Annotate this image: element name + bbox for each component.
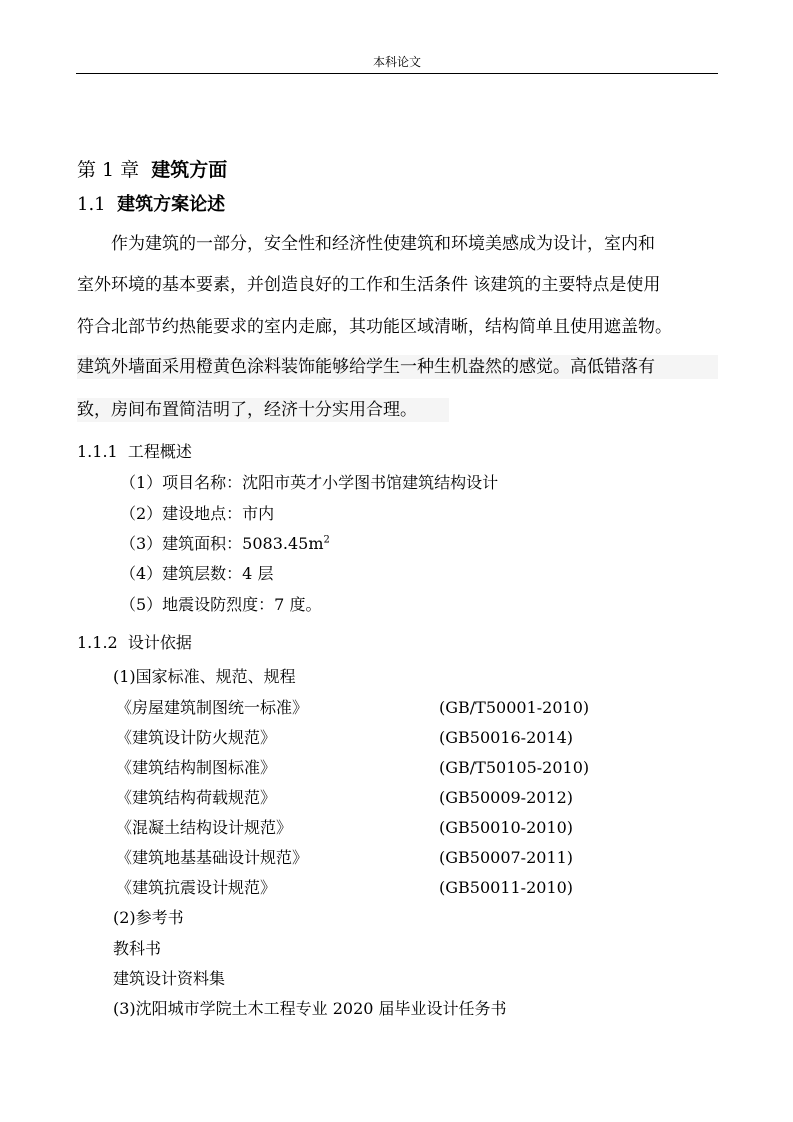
standard-code: (GB/T50001-2010)	[439, 698, 590, 717]
section-number: 1.1	[77, 194, 106, 215]
standard-title: 《混凝土结构设计规范》	[116, 818, 293, 837]
book-item: 建筑设计资料集	[113, 969, 226, 988]
running-header: 本科论文	[372, 55, 421, 69]
paragraph-line: 室外环境的基本要素，并创造良好的工作和生活条件 该建筑的主要特点是使用	[77, 275, 661, 295]
standard-title: 《建筑设计防火规范》	[116, 728, 277, 747]
standard-title: 《建筑结构制图标准》	[116, 758, 277, 777]
overview-item: （2）建设地点：市内	[120, 504, 275, 523]
area-text: （3）建筑面积：5083.45m	[120, 534, 324, 553]
book-item: 教科书	[113, 939, 162, 958]
paragraph-line: 建筑外墙面采用橙黄色涂料装饰能够给学生一种生机盎然的感觉。高低错落有	[77, 355, 718, 379]
overview-item: （5）地震设防烈度：7 度。	[120, 595, 322, 614]
standard-title: 《房屋建筑制图统一标准》	[116, 698, 309, 717]
paragraph-line: 作为建筑的一部分，安全性和经济性使建筑和环境美感成为设计，室内和	[111, 234, 655, 254]
header-divider	[76, 73, 718, 74]
overview-item: （1）项目名称：沈阳市英才小学图书馆建筑结构设计	[120, 473, 499, 492]
overview-item-area	[120, 533, 330, 555]
subsection-heading-basis	[77, 632, 192, 654]
subsection-title: 工程概述	[127, 442, 192, 461]
overview-item: （4）建筑层数：4 层	[120, 564, 274, 583]
standard-code: (GB50010-2010)	[439, 818, 574, 837]
standard-title: 《建筑抗震设计规范》	[116, 878, 277, 897]
standard-title: 《建筑结构荷载规范》	[116, 788, 277, 807]
subsection-title: 设计依据	[127, 633, 192, 652]
paragraph-line: 符合北部节约热能要求的室内走廊，其功能区域清晰，结构简单且使用遮盖物。	[77, 317, 672, 337]
chapter-title: 建筑方面	[151, 159, 228, 181]
subsection-number: 1.1.2	[77, 633, 118, 652]
group-heading-books: (2)参考书	[113, 908, 184, 927]
area-superscript: 2	[323, 534, 330, 546]
paragraph-line: 致，房间布置简洁明了，经济十分实用合理。	[77, 398, 449, 422]
section-title: 建筑方案论述	[117, 194, 226, 215]
section-heading	[77, 192, 225, 218]
standard-code: (GB50011-2010)	[439, 878, 574, 897]
chapter-heading	[77, 157, 227, 183]
group-heading-standards: (1)国家标准、规范、规程	[113, 667, 296, 686]
standard-code: (GB50007-2011)	[439, 848, 574, 867]
subsection-heading-overview	[77, 441, 192, 463]
subsection-number: 1.1.1	[77, 442, 118, 461]
standard-code: (GB50009-2012)	[439, 788, 574, 807]
standard-code: (GB50016-2014)	[439, 728, 574, 747]
chapter-number: 第 1 章	[77, 159, 140, 181]
group-heading-assignment: (3)沈阳城市学院土木工程专业 2020 届毕业设计任务书	[113, 999, 507, 1018]
standard-code: (GB/T50105-2010)	[439, 758, 590, 777]
standard-title: 《建筑地基基础设计规范》	[116, 848, 309, 867]
